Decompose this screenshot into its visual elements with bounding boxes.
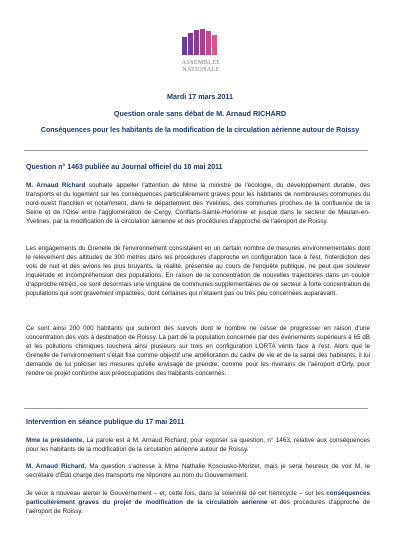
question-paragraph-2: Les engagements du Grenelle de l'environnement consistaient en un certain nombre de mesures environnementales dont le relèvement des altitudes de 300 mètres dans les procédures d'approche en configuration face à l'est, l'interdiction des vols de nuit et des avions les plus bruyants, la réalité, présentée au cours de l'enquête publique, ne peut que soulever inquiétude et incompréhension des populations. En raison de la concentration de nouvelles trajectoires dans un couloir d'approche rétréci, ce sont désormais une vingtaine de communes supplémentaires de ce secteur à forte concentration de populations qui sont gravement impactées, dont certaines qui n'étaient pas ou très peu concernées auparavant.: [26, 245, 370, 297]
speaker-name: M. Arnaud Richard.: [26, 463, 87, 470]
question-paragraph-1: M. Arnaud Richard souhaite appeller l'attention de Mme la ministre de l'écologie, du développement durable, des transports et du logement sur les conséquences particulièrement graves pour les habitants de nombreuses communes du nord-ouest francilien et notamment, dans le département des Yvelines, des communes proches de la confluence de la Seine et de l'Oise entre l'agglomération de Cergy, Conflans-Sainte-Honorine et jusque dans le secteur de Meulan-en-Yvelines, par la modification de la circulation aérienne et des procédures d'approche de l'aéroport de Roissy.: [26, 182, 370, 225]
intervention-heading: Intervention en séance publique du 17 mai 2011: [26, 419, 185, 426]
emphasis-text: conséquences particulièrement graves du projet de modification de la circulation aérienne: [26, 490, 370, 506]
intervention-paragraph-2: M. Arnaud Richard. Ma question s'adresse à Mme Nathalie Kosciusko-Morizet, mais je serai heureux de voir M. le secrétaire d'État chargé des transports me répondre au nom du Gouvernement.: [26, 463, 370, 479]
speaker-name: Mme la présidente.: [26, 437, 85, 444]
session-date: Mardi 17 mars 2011: [167, 92, 233, 101]
question-heading: Question n° 1463 publiée au Journal officiel du 10 mai 2011: [26, 164, 223, 171]
divider: [24, 408, 368, 409]
assemblee-nationale-logo: [174, 27, 228, 83]
author-name: M. Arnaud Richard: [26, 182, 86, 189]
logo-text: ASSEMBLÉE NATIONALE: [181, 59, 221, 73]
question-paragraph-3: Ce sont ainsi 200 000 habitants qui subiront des survols dont le nombre ne cesse de progresser en raison d'une concentration des vols à destination de Roissy. La part de la population concernée par des événements supérieurs à 65 dB et les pollutions chimiques touchera ainsi plusieurs sur trois en configuration LORTA vents face à l'est. Alors que le Grenelle de l'environnement s'était fixé comme objectif une amélioration du cadre de vie et de la santé des habitants, il lui demande de lui préciser les mesures qu'elle envisage de prendre, comme pour les riverains de l'aéroport d'Orly, pour rendre ce projet conforme aux préoccupations des habitants concernés.: [26, 325, 370, 377]
logo-bars-icon: [182, 29, 220, 57]
intervention-paragraph-1: Mme la présidente. La parole est à M. Arnaud Richard, pour exposer sa question, n° 1463, relative aux conséquences pour les habitants de la modification de la circulation aérienne autour de Roissy.: [26, 437, 370, 453]
intervention-paragraph-3: Je veux à nouveau alerter le Gouvernement – et, cette fois, dans la solennité de cet hémicycle – sur les conséquences particulièrement graves du projet de modification de la circulation aérienne et des procédures d'approche de l'aéroport de Roissy.: [26, 490, 370, 515]
question-subject: Conséquences pour les habitants de la modification de la circulation aérienne autour de Roissy: [40, 127, 360, 134]
divider: [24, 150, 368, 151]
question-title: Question orale sans débat de M. Arnaud RICHARD: [113, 109, 287, 118]
